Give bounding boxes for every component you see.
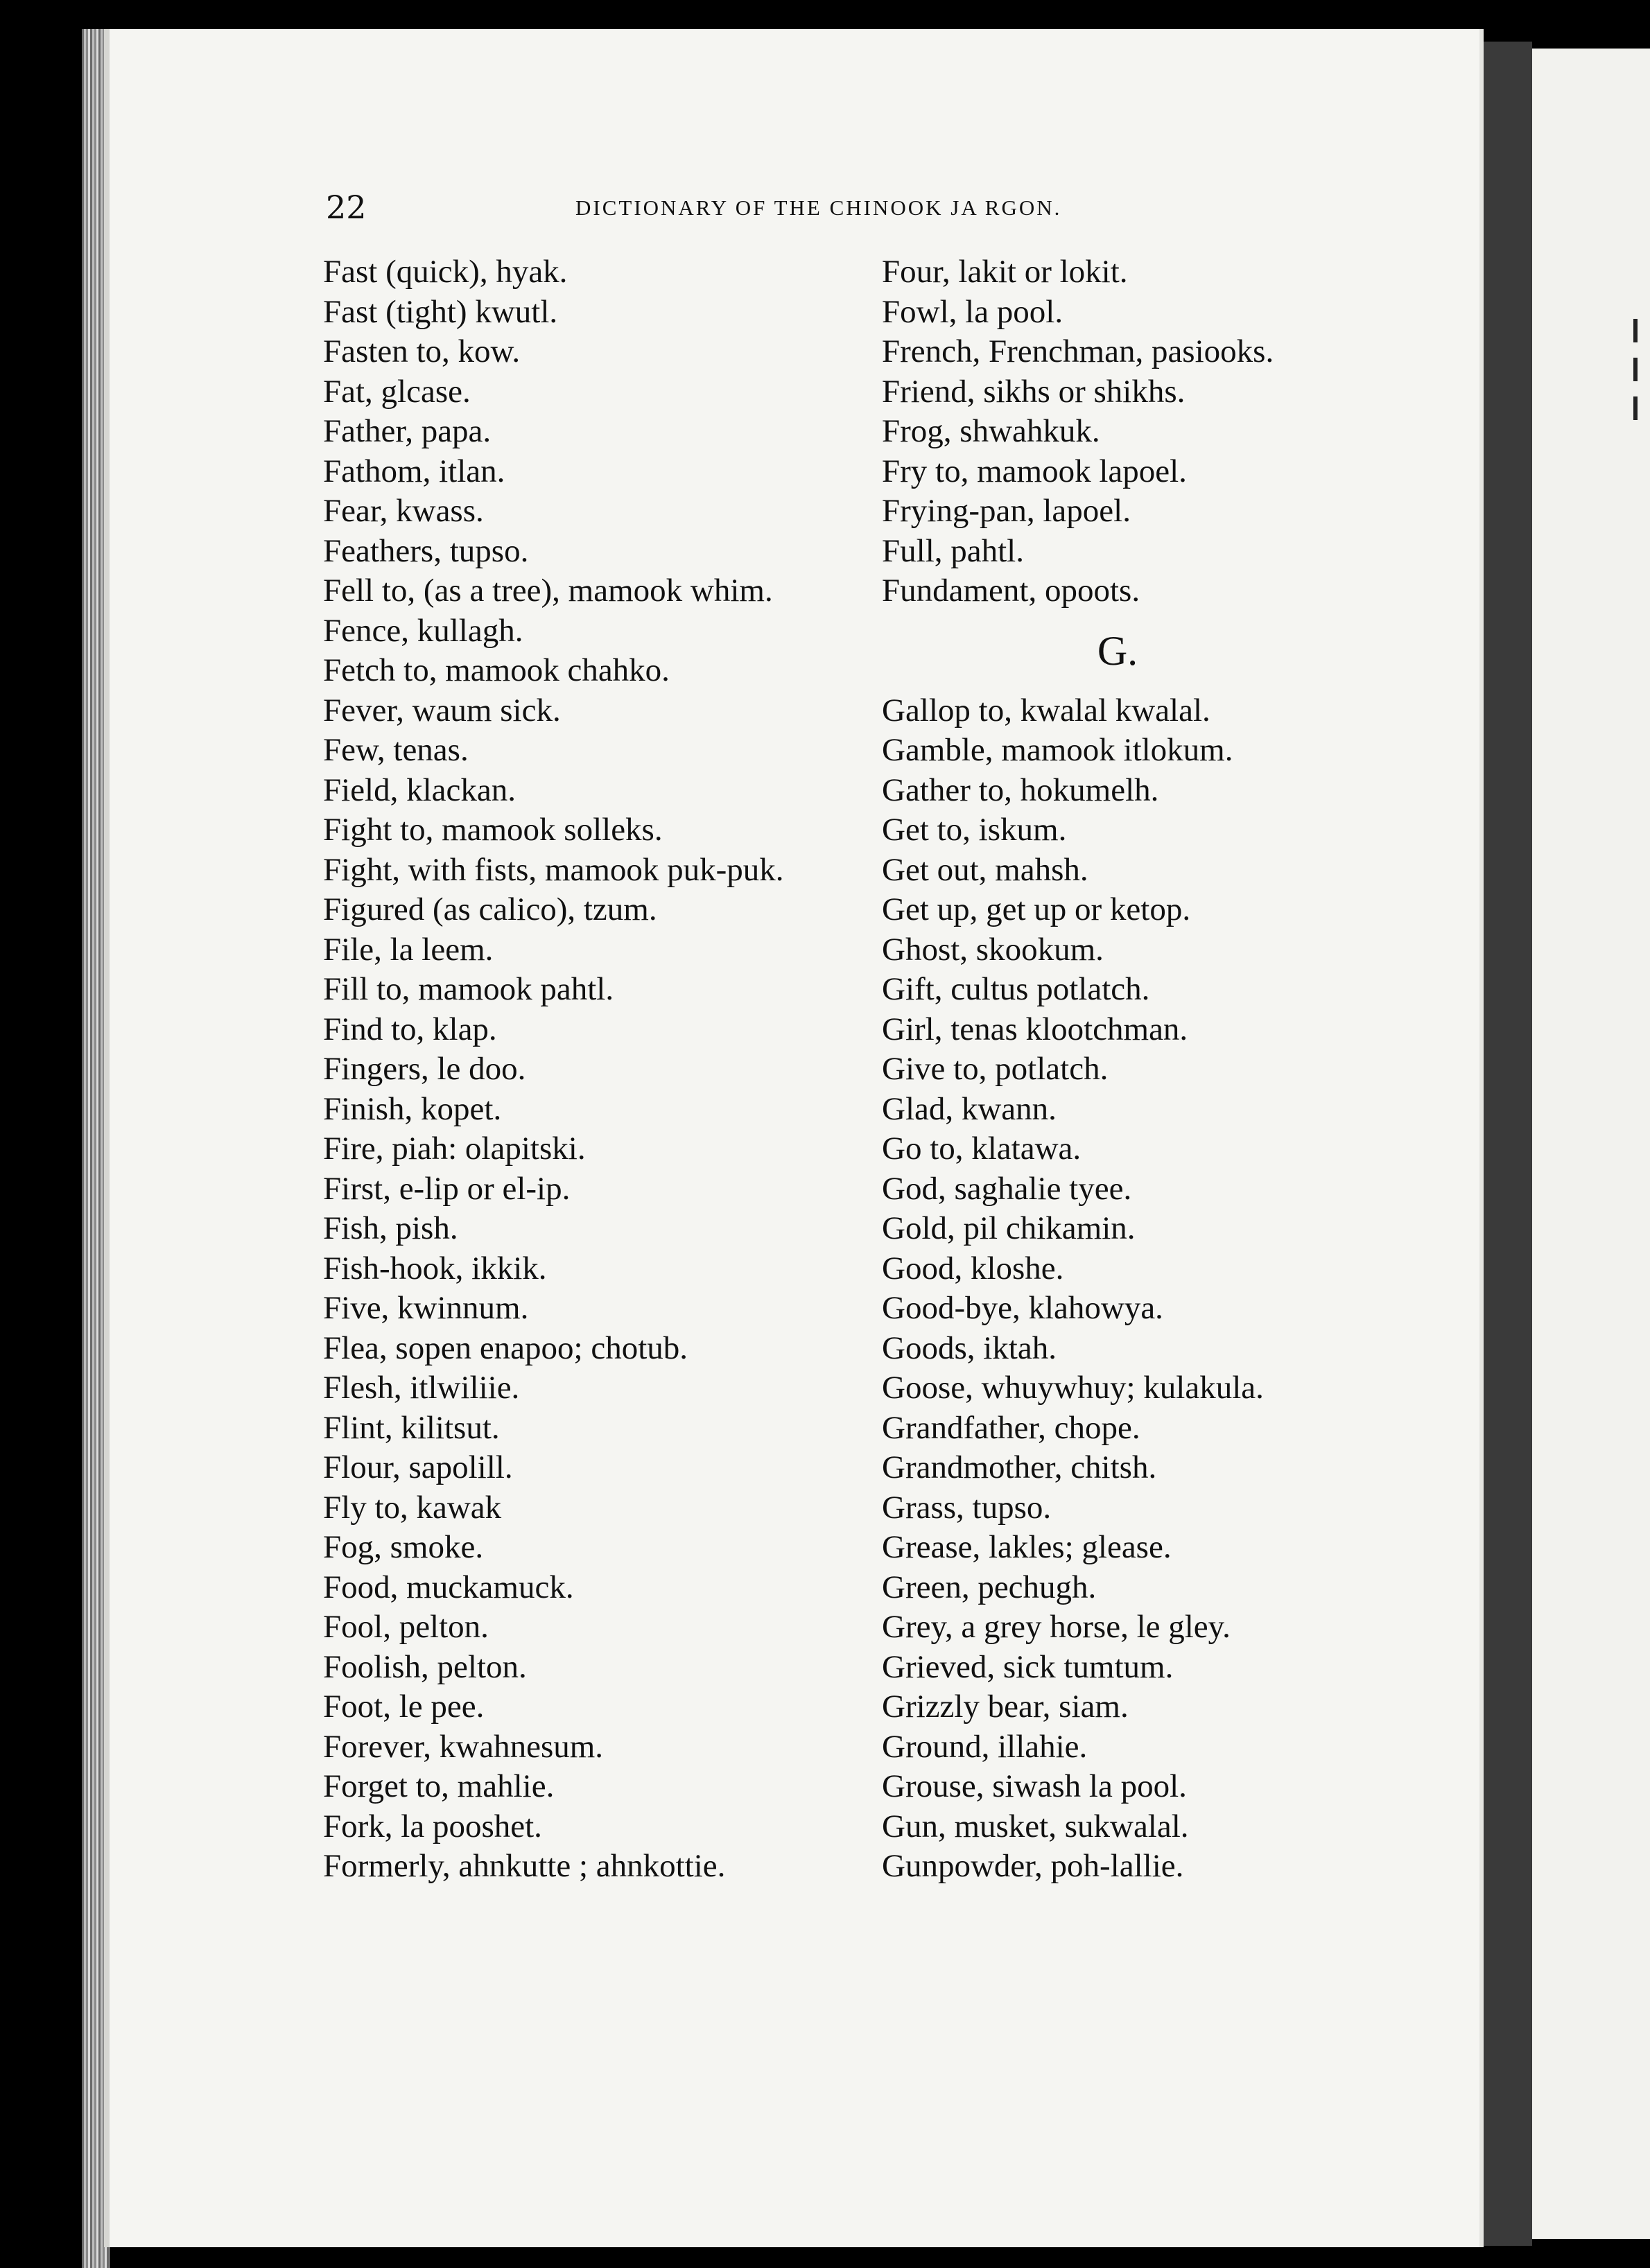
dictionary-entry: Four, lakit or lokit.	[882, 254, 1128, 290]
dictionary-entry: Good-bye, klahowya.	[882, 1290, 1163, 1326]
dictionary-entry: Ground, illahie.	[882, 1728, 1088, 1765]
dictionary-entry: Grouse, siwash la pool.	[882, 1768, 1187, 1804]
dictionary-entry: Fever, waum sick.	[323, 692, 561, 729]
dictionary-entry: Get to, iskum.	[882, 812, 1067, 848]
dictionary-entry: Gunpowder, poh-lallie.	[882, 1848, 1184, 1884]
facing-page-text-fragments	[1633, 319, 1638, 435]
dictionary-entry: Gallop to, kwalal kwalal.	[882, 692, 1210, 729]
dictionary-entry: Fundament, opoots.	[882, 573, 1140, 609]
dictionary-entry: Field, klackan.	[323, 771, 516, 808]
dictionary-entry: Fight, with fists, mamook puk-puk.	[323, 851, 784, 888]
dictionary-entry: Fingers, le doo.	[323, 1051, 526, 1087]
dictionary-entry: Fish-hook, ikkik.	[323, 1250, 547, 1286]
dictionary-entry: Flint, kilitsut.	[323, 1409, 500, 1446]
dictionary-entry: Give to, potlatch.	[882, 1051, 1109, 1087]
dictionary-entry: Fork, la pooshet.	[323, 1808, 542, 1844]
dictionary-entry: Grass, tupso.	[882, 1489, 1052, 1526]
dictionary-entry: Gold, pil chikamin.	[882, 1210, 1136, 1246]
dictionary-entry: Finish, kopet.	[323, 1090, 502, 1127]
dictionary-entry: Forever, kwahnesum.	[323, 1728, 604, 1765]
dictionary-entry: Five, kwinnum.	[323, 1290, 529, 1326]
dictionary-entry: Grease, lakles; glease.	[882, 1529, 1172, 1565]
dictionary-entry: Fill to, mamook pahtl.	[323, 971, 614, 1007]
dictionary-entry: Fly to, kawak	[323, 1489, 502, 1526]
page-gutter	[1484, 42, 1532, 2246]
dictionary-entry: Go to, klatawa.	[882, 1131, 1082, 1167]
right-column-f-entries	[882, 252, 1409, 611]
dictionary-entry: Gift, cultus potlatch.	[882, 971, 1150, 1007]
dictionary-entry: Ghost, skookum.	[882, 931, 1104, 968]
dictionary-entry: Fear, kwass.	[323, 493, 484, 529]
dictionary-entry: Grey, a grey horse, le gley.	[882, 1609, 1231, 1645]
dictionary-entry: God, saghalie tyee.	[882, 1170, 1132, 1207]
dictionary-entry: Fathom, itlan.	[323, 453, 505, 489]
dictionary-entry: Few, tenas.	[323, 732, 469, 768]
dictionary-entry: Gun, musket, sukwalal.	[882, 1808, 1189, 1844]
right-column-g-entries	[882, 691, 1409, 1887]
dictionary-entry: Girl, tenas klootchman.	[882, 1011, 1188, 1047]
dictionary-entry: Foolish, pelton.	[323, 1648, 527, 1685]
dictionary-entry: Grieved, sick tumtum.	[882, 1648, 1174, 1685]
dictionary-entry: Grandmother, chitsh.	[882, 1449, 1157, 1485]
dictionary-entry: First, e-lip or el-ip.	[323, 1170, 571, 1207]
dictionary-entry: Fasten to, kow.	[323, 333, 521, 369]
dictionary-entry: Frying-pan, lapoel.	[882, 493, 1131, 529]
dictionary-entry: Forget to, mahlie.	[323, 1768, 555, 1804]
dictionary-entry: Full, pahtl.	[882, 532, 1024, 569]
dictionary-entry: Fool, pelton.	[323, 1609, 489, 1645]
dictionary-entry: Fetch to, mamook chahko.	[323, 652, 670, 688]
dictionary-entry: Fast (tight) kwutl.	[323, 293, 558, 330]
dictionary-entry: Flour, sapolill.	[323, 1449, 513, 1485]
dictionary-entry: Flesh, itlwiliie.	[323, 1370, 520, 1406]
dictionary-entry: Gamble, mamook itlokum.	[882, 732, 1233, 768]
dictionary-entry: Good, kloshe.	[882, 1250, 1064, 1286]
dictionary-entry: Foot, le pee.	[323, 1689, 485, 1725]
right-column	[882, 252, 1409, 1887]
section-letter-heading: G.	[1097, 627, 1138, 674]
dictionary-entry: Fight to, mamook solleks.	[323, 812, 663, 848]
dictionary-entry: Fire, piah: olapitski.	[323, 1131, 586, 1167]
running-title: DICTIONARY OF THE CHINOOK JA RGON.	[575, 195, 1062, 220]
dictionary-entry: Find to, klap.	[323, 1011, 497, 1047]
dictionary-entry: French, Frenchman, pasiooks.	[882, 333, 1274, 369]
dictionary-entry: Formerly, ahnkutte ; ahnkottie.	[323, 1848, 726, 1884]
facing-page	[1532, 49, 1650, 2239]
dictionary-entry: Figured (as calico), tzum.	[323, 891, 657, 927]
dictionary-entry: Grizzly bear, siam.	[882, 1689, 1129, 1725]
dictionary-entry: Flea, sopen enapoo; chotub.	[323, 1329, 688, 1366]
dictionary-entry: Food, muckamuck.	[323, 1569, 574, 1605]
dictionary-entry: File, la leem.	[323, 931, 494, 968]
dictionary-entry: Feathers, tupso.	[323, 532, 529, 569]
dictionary-entry: Fast (quick), hyak.	[323, 254, 568, 290]
dictionary-entry: Fog, smoke.	[323, 1529, 484, 1565]
dictionary-entry: Grandfather, chope.	[882, 1409, 1140, 1446]
dictionary-entry: Father, papa.	[323, 413, 492, 449]
dictionary-entry: Fell to, (as a tree), mamook whim.	[323, 573, 773, 609]
dictionary-entry: Friend, sikhs or shikhs.	[882, 373, 1186, 410]
dictionary-entry: Fence, kullagh.	[323, 612, 523, 649]
dictionary-entry: Get out, mahsh.	[882, 851, 1088, 888]
dictionary-entry: Frog, shwahkuk.	[882, 413, 1100, 449]
dictionary-entry: Fat, glcase.	[323, 373, 471, 410]
dictionary-entry: Goods, iktah.	[882, 1329, 1057, 1366]
dictionary-entry: Green, pechugh.	[882, 1569, 1097, 1605]
dictionary-entry: Goose, whuywhuy; kulakula.	[882, 1370, 1264, 1406]
dictionary-entry: Get up, get up or ketop.	[882, 891, 1191, 927]
dictionary-entry: Fry to, mamook lapoel.	[882, 453, 1187, 489]
page-header	[326, 189, 1192, 230]
dictionary-entry: Glad, kwann.	[882, 1090, 1057, 1127]
page-number: 22	[326, 189, 367, 226]
dictionary-entry: Fish, pish.	[323, 1210, 458, 1246]
left-column	[323, 252, 864, 1887]
dictionary-entry: Fowl, la pool.	[882, 293, 1063, 330]
dictionary-entry: Gather to, hokumelh.	[882, 771, 1159, 808]
